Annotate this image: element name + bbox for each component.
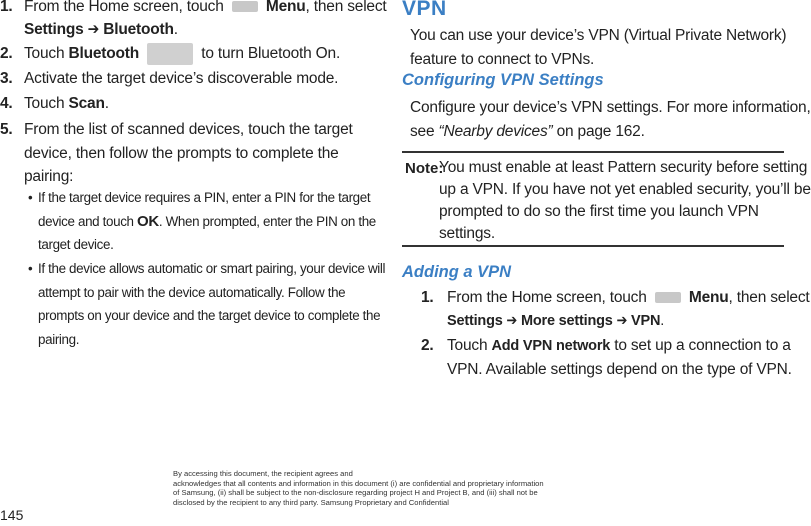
menu-key-icon [655,292,681,303]
menu-key-icon [232,1,258,12]
step-text: Touch Bluetooth to turn Bluetooth On. [24,42,340,66]
subsection-title-adding: Adding a VPN [402,263,512,281]
step-number: 1. [421,289,434,306]
step-text: Activate the target device’s discoverable mode. [24,70,339,87]
step-number: 2. [0,45,13,62]
section-title-vpn: VPN [402,0,447,20]
bluetooth-toggle-icon [147,43,193,65]
step-text: From the Home screen, touch Menu, then select [24,0,387,15]
note-divider-top [402,151,784,153]
page-number: 145 [0,507,24,523]
cross-reference-link[interactable]: “Nearby devices” [438,123,553,140]
subsection-title-configuring: Configuring VPN Settings [402,71,604,89]
step-number: 4. [0,95,13,112]
step-text: Touch Scan. [24,95,109,112]
step-number: 1. [0,0,13,15]
note-label: Note: [405,160,444,177]
note-divider-bottom [402,245,784,247]
note-text: You must enable at least Pattern security before setting up a VPN. If you have not yet enabled security, you’ll be prompted to do so the first time you launch VPN settings. [439,159,811,242]
config-description: Configure your device’s VPN settings. For more information, see “Nearby devices” on page 162. [410,99,811,140]
confidentiality-footer: By accessing this document, the recipient agrees and acknowledges that all contents and information in this document (i) are confidential and proprietary information of Samsung, (ii) shall be subject to the non-disclosure regarding project H and Project B, and (iii) shall not be disclosed by the recipient to any third party. Samsung Proprietary and Confidential [173,469,544,507]
step-number: 5. [0,121,13,138]
step-number: 2. [421,337,434,354]
vpn-description: You can use your device’s VPN (Virtual Private Network) feature to connect to VPNs. [410,27,787,68]
step-number: 3. [0,70,13,87]
